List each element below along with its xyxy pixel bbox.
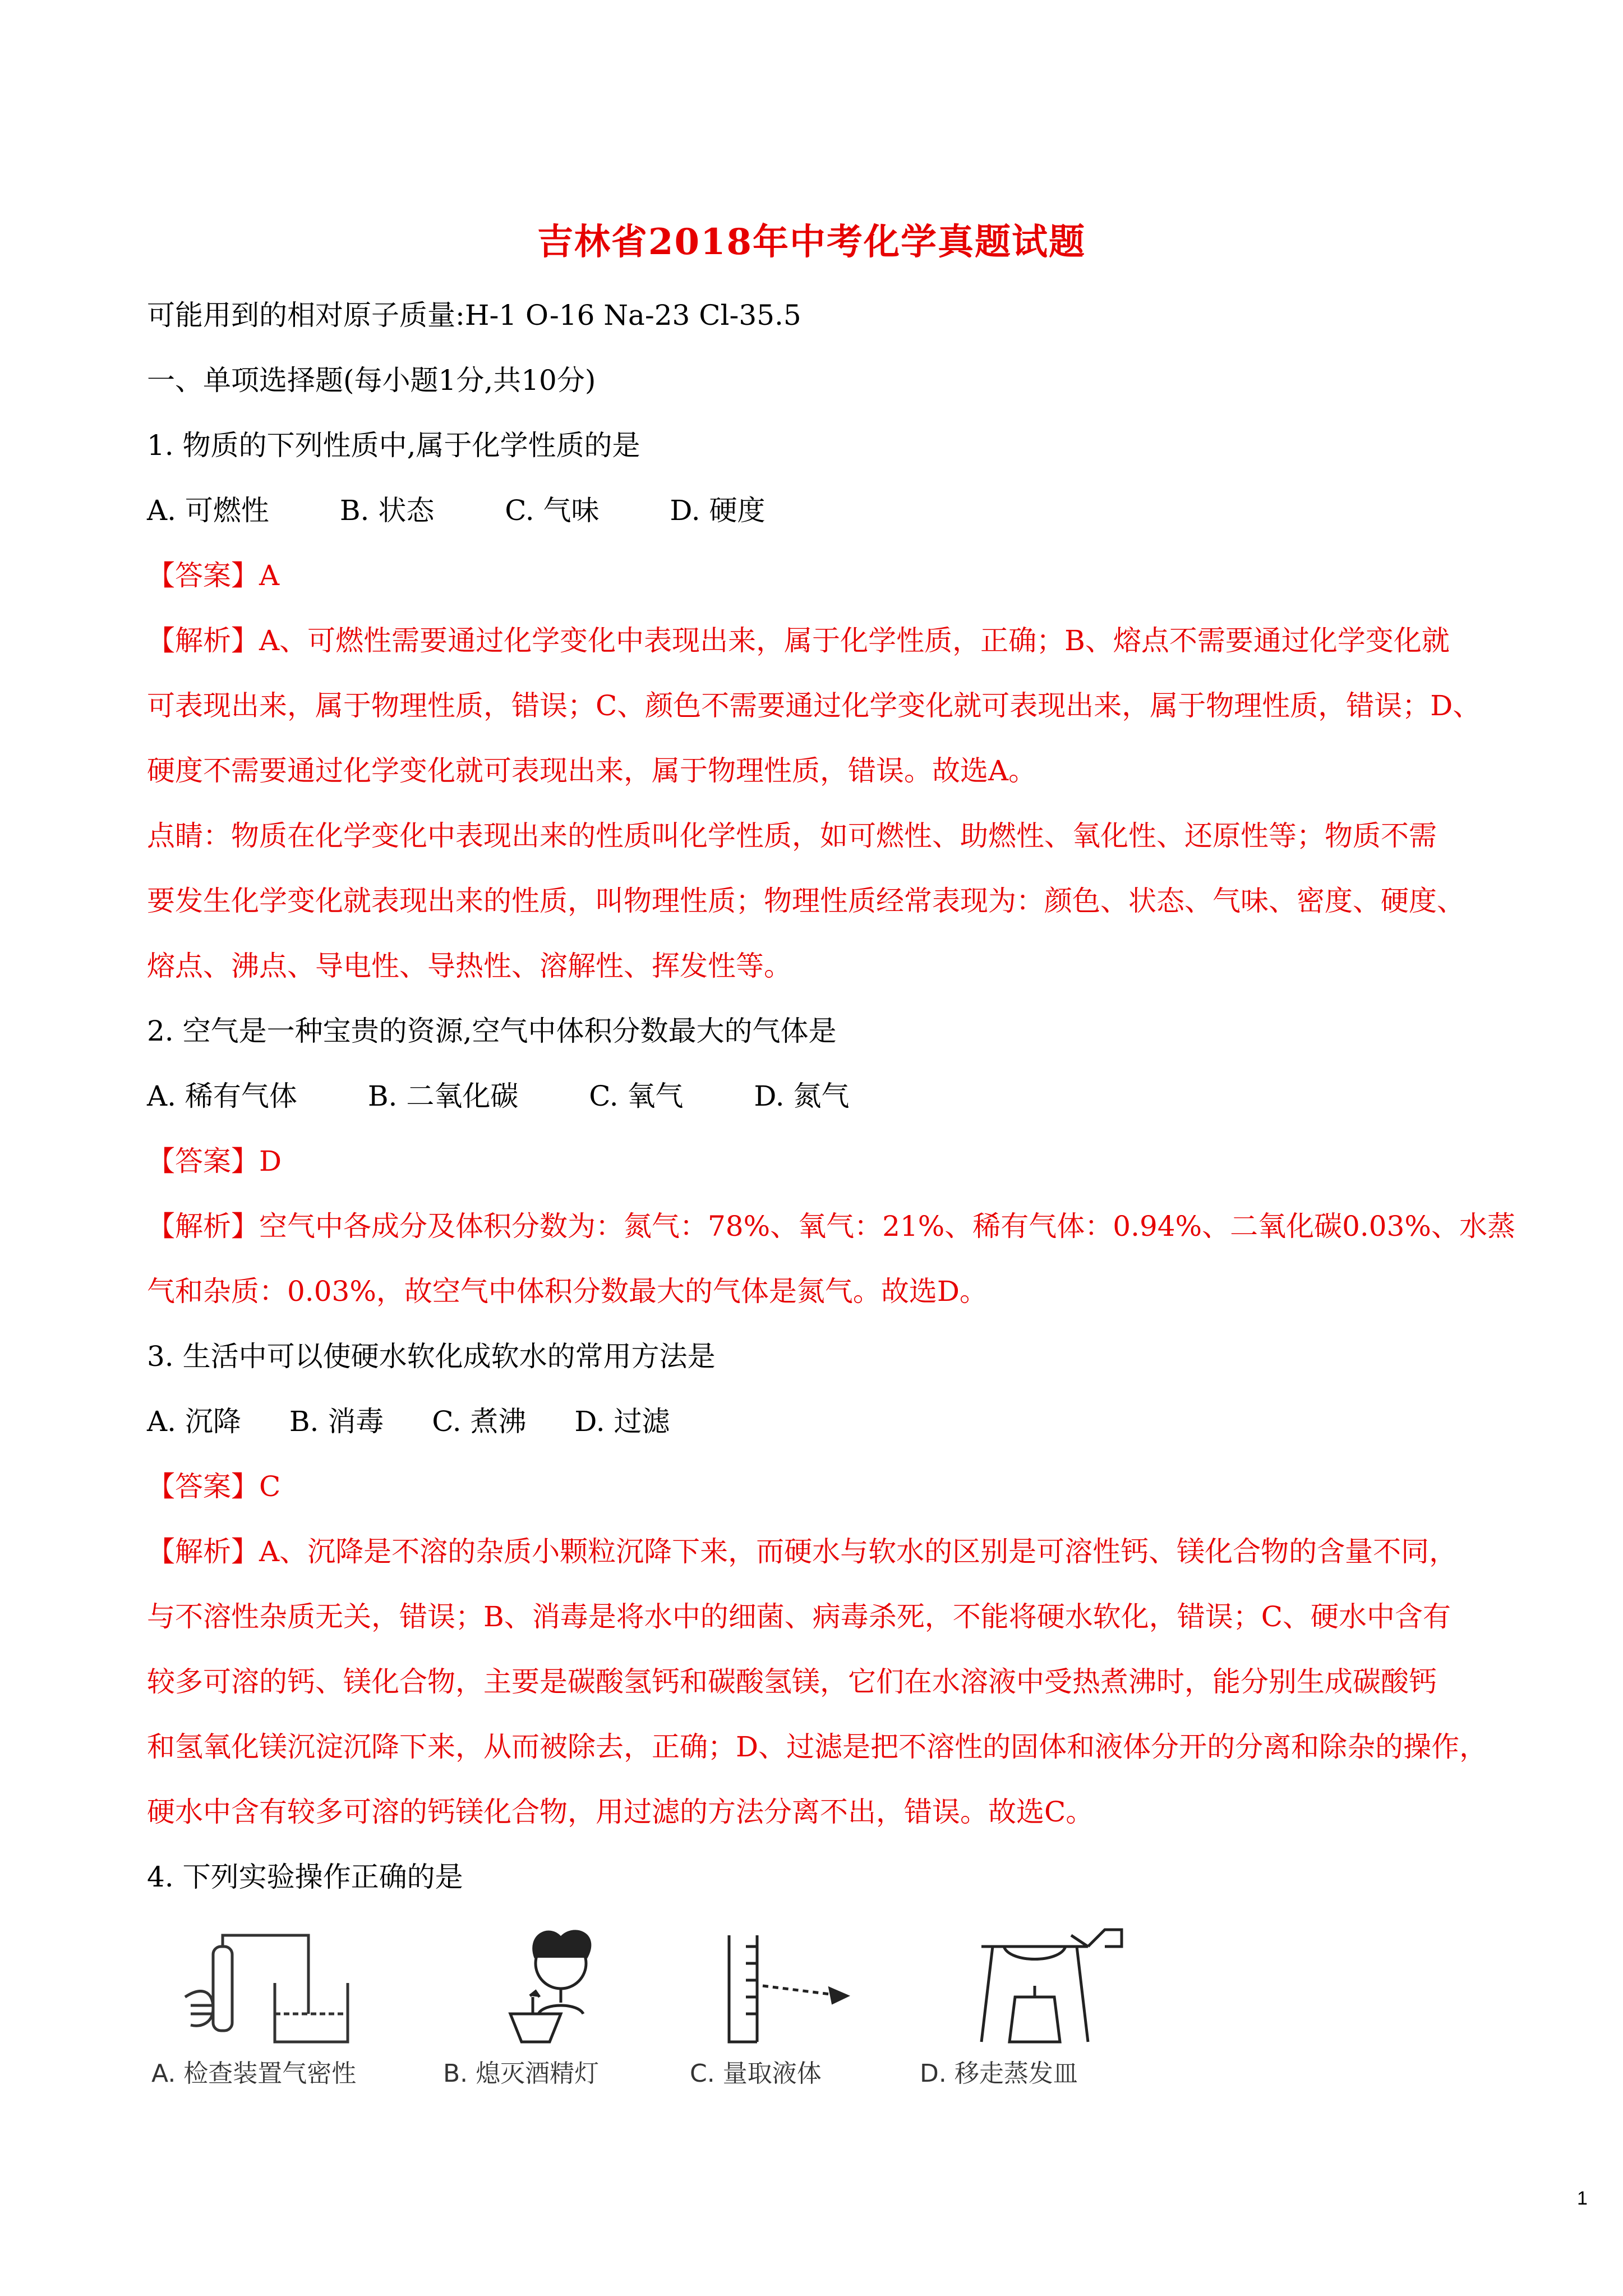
q3-answer: 【答案】C <box>147 1470 281 1503</box>
q2-analysis-line: 【解析】空气中各成分及体积分数为：氮气：78%、氧气：21%、稀有气体：0.94%、二氧化碳0.03%、水蒸 <box>147 1210 1515 1243</box>
figure-move-evaporating-dish <box>959 1924 1127 2053</box>
figure-caption-b: B. 熄灭酒精灯 <box>443 2059 600 2088</box>
q3-analysis-line: 硬水中含有较多可溶的钙镁化合物，用过滤的方法分离不出，错误。故选C。 <box>147 1796 1094 1828</box>
q3-analysis-line: 与不溶性杂质无关，错误；B、消毒是将水中的细菌、病毒杀死，不能将硬水软化，错误；C、硬水中含有 <box>147 1600 1451 1633</box>
figure-extinguish-alcohol-lamp <box>477 1924 645 2053</box>
q1-note-line: 点睛：物质在化学变化中表现出来的性质叫化学性质，如可燃性、助燃性、氧化性、还原性等；物质不需 <box>147 820 1437 852</box>
q1-note-line: 要发生化学变化就表现出来的性质，叫物理性质；物理性质经常表现为：颜色、状态、气味、密度、硬度、 <box>147 885 1465 917</box>
q2-analysis-line: 气和杂质：0.03%，故空气中体积分数最大的气体是氮气。故选D。 <box>147 1275 988 1308</box>
figure-caption-c: C. 量取液体 <box>690 2059 822 2088</box>
q2-answer: 【答案】D <box>147 1145 282 1177</box>
q1-option-a: A. 可燃性 <box>147 494 269 527</box>
q1-option-d: D. 硬度 <box>670 494 766 527</box>
q3-option-b: B. 消毒 <box>289 1405 384 1438</box>
figure-caption-a: A. 检查装置气密性 <box>151 2059 357 2088</box>
figure-measure-liquid <box>718 1924 864 2053</box>
q1-answer: 【答案】A <box>147 559 280 592</box>
q3-option-c: C. 煮沸 <box>432 1405 527 1438</box>
q1-stem: 1. 物质的下列性质中,属于化学性质的是 <box>147 429 640 462</box>
q3-stem: 3. 生活中可以使硬水软化成软水的常用方法是 <box>147 1340 716 1373</box>
q2-option-d: D. 氮气 <box>754 1080 850 1112</box>
q2-stem: 2. 空气是一种宝贵的资源,空气中体积分数最大的气体是 <box>147 1015 837 1047</box>
q1-analysis-line: 【解析】A、可燃性需要通过化学变化中表现出来，属于化学性质，正确；B、熔点不需要通过化学变化就 <box>147 624 1450 657</box>
q2-option-c: C. 氧气 <box>589 1080 684 1112</box>
q1-analysis-line: 硬度不需要通过化学变化就可表现出来，属于物理性质，错误。故选A。 <box>147 754 1037 787</box>
q3-analysis-line: 较多可溶的钙、镁化合物，主要是碳酸氢钙和碳酸氢镁，它们在水溶液中受热煮沸时，能分别生成碳酸钙 <box>147 1665 1437 1698</box>
q2-option-b: B. 二氧化碳 <box>367 1080 519 1112</box>
q3-option-d: D. 过滤 <box>574 1405 670 1438</box>
intro-atomic-masses: 可能用到的相对原子质量:H-1 O-16 Na-23 Cl-35.5 <box>147 299 801 332</box>
q2-option-a: A. 稀有气体 <box>147 1080 297 1112</box>
figure-caption-d: D. 移走蒸发皿 <box>920 2059 1078 2088</box>
q1-options <box>147 493 1482 528</box>
q2-options <box>147 1078 1482 1114</box>
q3-option-a: A. 沉降 <box>147 1405 241 1438</box>
q1-option-c: C. 气味 <box>505 494 600 527</box>
q3-analysis-line: 和氢氧化镁沉淀沉降下来，从而被除去，正确；D、过滤是把不溶性的固体和液体分开的分离和除杂的操作， <box>147 1731 1488 1763</box>
q4-stem: 4. 下列实验操作正确的是 <box>147 1861 463 1893</box>
q1-option-b: B. 状态 <box>339 494 435 527</box>
q3-analysis-line: 【解析】A、沉降是不溶的杂质小颗粒沉降下来，而硬水与软水的区别是可溶性钙、镁化合物的含量不同， <box>147 1535 1458 1568</box>
q3-options <box>147 1404 1482 1439</box>
q1-analysis-line: 可表现出来，属于物理性质，错误；C、颜色不需要通过化学变化就可表现出来，属于物理性质，错误；D、 <box>147 689 1481 722</box>
section-heading: 一、单项选择题(每小题1分,共10分) <box>147 364 596 397</box>
figure-airtightness-check <box>179 1930 381 2053</box>
page-title: 吉林省2018年中考化学真题试题 <box>537 221 1086 263</box>
q1-note-line: 熔点、沸点、导电性、导热性、溶解性、挥发性等。 <box>147 950 792 982</box>
page-number: 1 <box>1577 2188 1588 2209</box>
